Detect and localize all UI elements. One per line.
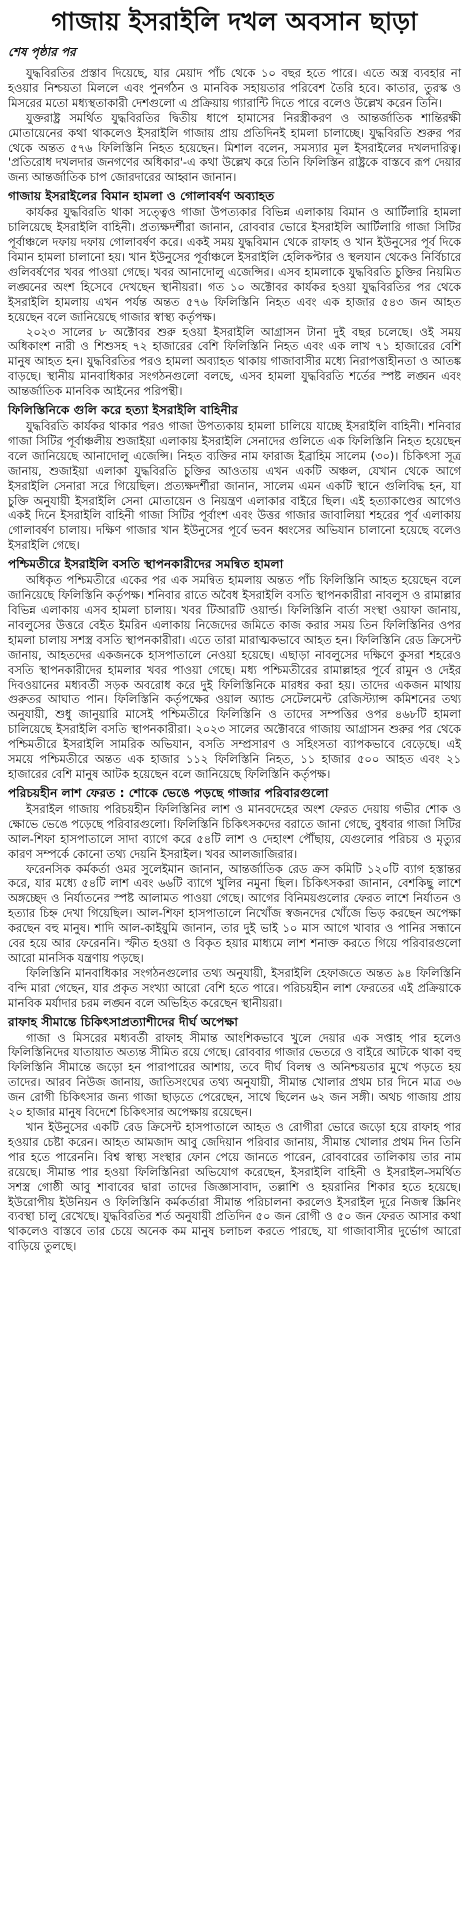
section-title-unidentified-bodies: পরিচয়হীন লাশ ফেরত : শোকে ভেঙে পড়ছে গাজার পরিবারগুলো — [8, 785, 329, 800]
section-title-shooting: ফিলিস্তিনিকে গুলি করে হত্যা ইসরাইলি বাহিনীর — [8, 403, 238, 418]
paragraph: খান ইউনুসের একটি রেড ক্রিসেন্ট হাসপাতালে আহত ও রোগীরা ভোরে জড়ো হয়ে রাফাহ পার হওয়ার চেষ্টা করেন। আহত আমজাদ আবু জেদিয়ান পরিবার জানায়, সীমান্ত খোলার প্রথম দিন তিনি পার হতে পারেননি। বিশ্ব স্বাস্থ্য সংস্থার ফোন পেয়ে জানতে পারেন, রোববারের তালিকায় তার নাম রয়েছে। সীমান্ত পার হওয়া ফিলিস্তিনিরা অভিযোগ করেছেন, ইসরাইলি বাহিনী ও ইসরাইল-সমর্থিত সশস্ত্র গোষ্ঠী আবু শাবাবের দ্বারা তাদের জিজ্ঞাসাবাদ, তল্লাশি ও হয়রানির শিকার হতে হয়েছে। ইউরোপীয় ইউনিয়ন ও ফিলিস্তিনি কর্মকর্তারা সীমান্ত পরিচালনা করলেও ইসরাইল দূরে নিজস্ব স্ক্রিনিং ব্যবস্থা চালু রেখেছে। যুদ্ধবিরতির শর্ত অনুযায়ী প্রতিদিন ৫০ জন রোগী ও ৫০ জন ফেরত আসার কথা থাকলেও বাস্তবে তার চেয়ে অনেক কম মানুষ চলাচল করতে পারছে, যা গাজাবাসীর দুর্ভোগ আরো বাড়িয়ে তুলছে। — [8, 1120, 461, 1254]
paragraph: অধিকৃত পশ্চিমতীরে একের পর এক সমন্বিত হামলায় অন্তত পাঁচ ফিলিস্তিনি আহত হয়েছেন বলে জানিয়েছে ফিলিস্তিনি কর্তৃপক্ষ। শনিবার রাতে অবৈধ ইসরাইলি বসতি স্থাপনকারীরা নাবলুস ও রামাল্লার বিভিন্ন এলাকায় এসব হামলা চালায়। খবর টিআরটি ওয়ার্ল্ড। ফিলিস্তিনি বার্তা সংস্থা ওয়াফা জানায়, নাবলুসের উত্তরে বেইত ইমরিন এলাকায় নিজেদের জমিতে কাজ করার সময় তিন ফিলিস্তিনির ওপর হামলা চালায় সশস্ত্র বসতি স্থাপনকারীরা। এতে তারা মারাত্মকভাবে আহত হন। ফিলিস্তিনি রেড ক্রিসেন্ট জানায়, আহতদের একজনকে হাসপাতালে নেওয়া হয়েছে। এছাড়া নাবলুসের দক্ষিণে কুসরা শহরেও বসতি স্থাপনকারীদের হামলার খবর পাওয়া গেছে। মধ্য পশ্চিমতীরের রামাল্লাহর পূর্বে রামুন ও দেইর দিবওয়ানের মধ্যবর্তী সড়ক অবরোধ করে দুই ফিলিস্তিনিকে মারধর করা হয়। তাদের একজন মাথায় গুরুতর আঘাত পান। ফিলিস্তিনি কর্তৃপক্ষের ওয়াল অ্যান্ড সেটেলমেন্ট রেজিস্ট্যান্স কমিশনের তথ্য অনুযায়ী, শুধু জানুয়ারি মাসেই পশ্চিমতীরে ফিলিস্তিনি ও তাদের সম্পত্তির ওপর ৪৬৮টি হামলা চালিয়েছে ইসরাইলি বসতি স্থাপনকারীরা। ২০২৩ সালের অক্টোবরে গাজায় আগ্রাসন শুরুর পর থেকে পশ্চিমতীরে ইসরাইলি সামরিক অভিযান, বসতি সম্প্রসারণ ও সহিংসতা ব্যাপকভাবে বেড়েছে। এই সময়ে পশ্চিমতীরে অন্তত এক হাজার ১১২ ফিলিস্তিনি নিহত, ১১ হাজার ৫০০ আহত এবং ২১ হাজারের বেশি মানুষ আটক হয়েছেন বলে জানিয়েছে ফিলিস্তিনি কর্তৃপক্ষ। — [8, 573, 461, 781]
paragraph: গাজা ও মিসরের মধ্যবর্তী রাফাহ সীমান্ত আংশিকভাবে খুলে দেয়ার এক সপ্তাহ পার হলেও ফিলিস্তিনিদের যাতায়াত অত্যন্ত সীমিত রয়ে গেছে। রোববার গাজার ভেতরে ও বাইরে আটকে থাকা বহু ফিলিস্তিনি সীমান্তে জড়ো হন পারাপারের আশায়, তবে দীর্ঘ বিলম্ব ও অনিশ্চয়তার মুখে পড়তে হয় তাদের। আরব নিউজ জানায়, জাতিসংঘের তথ্য অনুযায়ী, সীমান্ত খোলার প্রথম চার দিনে মাত্র ৩৬ জন রোগী চিকিৎসার জন্য গাজা ছাড়তে পেরেছেন, সাথে ছিলেন ৬২ জন সঙ্গী। অথচ গাজায় প্রায় ২০ হাজার মানুষ বিদেশে চিকিৎসার অপেক্ষায় রয়েছেন। — [8, 1030, 461, 1120]
headline: গাজায় ইসরাইলি দখল অবসান ছাড়া — [51, 7, 418, 36]
paragraph: ২০২৩ সালের ৮ অক্টোবর শুরু হওয়া ইসরাইলি আগ্রাসন টানা দুই বছর চলেছে। ওই সময় অধিকাংশ নারী ও শিশুসহ ৭২ হাজারের বেশি ফিলিস্তিনি নিহত এবং এক লাখ ৭১ হাজারের বেশি মানুষ আহত হন। যুদ্ধবিরতির পরও হামলা অব্যাহত থাকায় গাজাবাসীর মধ্যে নিরাপত্তাহীনতা ও আতঙ্ক বাড়ছে। স্থানীয় মানবাধিকার সংগঠনগুলো বলছে, এসব হামলা যুদ্ধবিরতি শর্তের স্পষ্ট লঙ্ঘন এবং আন্তর্জাতিক মানবিক আইনের পরিপন্থী। — [8, 324, 461, 399]
paragraph: যুদ্ধবিরতির প্রস্তাব দিয়েছে, যার মেয়াদ পাঁচ থেকে ১০ বছর হতে পারে। এতে অস্ত্র ব্যবহার না হওয়ার নিশ্চয়তা মিললে এবং পুনর্গঠন ও মানবিক সহায়তার পরিবেশ তৈরি হবে। কাতার, তুরস্ক ও মিসরের মতো মধ্যস্থতাকারী দেশগুলো এ প্রক্রিয়ায় গ্যারান্টি দিতে পারে বলেও উল্লেখ করেন তিনি। — [8, 66, 461, 110]
section-title-west-bank: পশ্চিমতীরে ইসরাইলি বসতি স্থাপনকারীদের সমন্বিত হামলা — [8, 557, 284, 572]
paragraph: কার্যকর যুদ্ধবিরতি থাকা সত্ত্বেও গাজা উপত্যকার বিভিন্ন এলাকায় বিমান ও আর্টিলারি হামলা চালিয়েছে ইসরাইলি বাহিনী। প্রত্যক্ষদর্শীরা জানান, রোববার ভোরে ইসরাইলি আর্টিলারি গাজা সিটির পূর্বাঞ্চলে দফায় দফায় গোলাবর্ষণ করে। একই সময় যুদ্ধবিমান থেকে রাফাহ ও খান ইউনুসের পূর্ব দিকে বিমান হামলা চালানো হয়। খান ইউনুসের পূর্বাঞ্চলে ইসরাইলি হেলিকপ্টার ও স্থলযান থেকেও নির্বিচারে গুলিবর্ষণের খবর পাওয়া গেছে। খবর আনাদোলু এজেন্সির। এসব হামলাকে যুদ্ধবিরতি চুক্তির নিয়মিত লঙ্ঘনের অংশ হিসেবে দেখছেন স্থানীয়রা। গত ১০ অক্টোবর কার্যকর হওয়া যুদ্ধবিরতির পর থেকে ইসরাইলি হামলায় এখন পর্যন্ত অন্তত ৫৭৬ ফিলিস্তিনি নিহত এবং এক হাজার ৫৪৩ জন আহত হয়েছেন বলে জানিয়েছে গাজার স্বাস্থ্য কর্তৃপক্ষ। — [8, 205, 461, 324]
paragraph: ফিলিস্তিনি মানবাধিকার সংগঠনগুলোর তথ্য অনুযায়ী, ইসরাইলি হেফাজতে অন্তত ৯৪ ফিলিস্তিনি বন্দি মারা গেছেন, যার প্রকৃত সংখ্যা আরো বেশি হতে পারে। পরিচয়হীন লাশ ফেরতের এই প্রক্রিয়াকে মানবিক মর্যাদার চরম লঙ্ঘন বলে অভিহিত করেছেন স্থানীয়রা। — [8, 965, 461, 1010]
continued-label: শেষ পৃষ্ঠার পর — [8, 45, 76, 59]
section-title-rafah: রাফাহ সীমান্তে চিকিৎসাপ্রত্যাশীদের দীর্ঘ অপেক্ষা — [8, 1014, 238, 1029]
paragraph: যুদ্ধবিরতি কার্যকর থাকার পরও গাজা উপত্যকায় হামলা চালিয়ে যাচ্ছে ইসরাইলি বাহিনী। শনিবার গাজা সিটির পূর্বাঞ্চলীয় শুজাইয়া এলাকায় ইসরাইলি সেনাদের গুলিতে এক ফিলিস্তিনি নিহত হয়েছেন বলে জানিয়েছে আনাদোলু এজেন্সি। নিহত ব্যক্তির নাম ফারাজ ইব্রাহিম সালেম (৩০)। চিকিৎসা সূত্র জানায়, শুজাইয়া এলাকা যুদ্ধবিরতি চুক্তির আওতায় এখন একটি অঞ্চল, যেখান থেকে আগে ইসরাইলি সেনারা সরে গিয়েছিল। প্রত্যক্ষদর্শীরা জানান, সালেম এমন একটি স্থানে গুলিবিদ্ধ হন, যা চুক্তি অনুযায়ী ইসরাইলি সেনা মোতায়েন ও নিয়ন্ত্রণ এলাকার বাইরে ছিল। এই হত্যাকাণ্ডের আগেও একই দিনে ইসরাইলি বাহিনী গাজা সিটির পূর্বাংশ এবং উত্তর গাজার জাবালিয়া শহরের পূর্ব এলাকায় গোলাবর্ষণ চালায়। দক্ষিণ গাজার খান ইউনুসের পূর্বে ভবন ধ্বংসের অভিযান চালানো হয়েছে বলেও ইসরাইলি গেছে। — [8, 419, 461, 553]
paragraph: যুক্তরাষ্ট্র সমর্থিত যুদ্ধবিরতির দ্বিতীয় ধাপে হামাসের নিরস্ত্রীকরণ ও আন্তর্জাতিক শান্তিরক্ষী মোতায়েনের কথা থাকলেও ইসরাইলি গাজায় প্রায় প্রতিদিনই হামলা চালাচ্ছে। যুদ্ধবিরতি শুরুর পর থেকে অন্তত ৫৭৬ ফিলিস্তিনি নিহত হয়েছেন। মিশাল বলেন, সমস্যার মূল ইসরাইলের দখলদারিত্ব। 'প্রতিরোধ দখলদার জনগণের অধিকার'-এ কথা উল্লেখ করে তিনি ফিলিস্তিন রাষ্ট্রকে বাস্তবে রূপ দেয়ার জন্য আন্তর্জাতিক চাপ জোরদারের আহ্বান জানান। — [8, 110, 461, 185]
section-title-airstrikes: গাজায় ইসরাইলের বিমান হামলা ও গোলাবর্ষণ অব্যাহত — [8, 189, 275, 204]
paragraph: ইসরাইল গাজায় পরিচয়হীন ফিলিস্তিনির লাশ ও মানবদেহের অংশ ফেরত দেয়ায় গভীর শোক ও ক্ষোভে ভেঙে পড়েছে পরিবারগুলো। ফিলিস্তিনি চিকিৎসকদের বরাতে জানা গেছে, বুধবার গাজা সিটির আল-শিফা হাসপাতালে সাদা ব্যাগে করে ৫৪টি লাশ ও দেহাংশ পৌঁছায়, যেগুলোর পরিচয় ও মৃত্যুর কারণ সম্পর্কে কোনো তথ্য দেয়নি ইসরাইল। খবর আলজাজিরার। — [8, 801, 461, 861]
paragraph: ফরেনসিক কর্মকর্তা ওমর সুলেইমান জানান, আন্তর্জাতিক রেড ক্রস কমিটি ১২০টি ব্যাগ হস্তান্তর করে, যার মধ্যে ৫৪টি লাশ এবং ৬৬টি ব্যাগে খুলির নমুনা ছিল। চিকিৎসকরা জানান, বেশকিছু লাশে অঙ্গচ্ছেদ ও নির্যাতনের স্পষ্ট আলামত পাওয়া গেছে। আগের বিনিময়গুলোর ফেরত লাশে নির্যাতন ও হত্যার চিহ্ন দেখা গিয়েছিল। আল-শিফা হাসপাতালে নিখোঁজ স্বজনদের খোঁজে ভিড় করছেন অপেক্ষা করছেন বহু মানুষ। শাদি আল-কাইয়ুমি জানান, তার দুই ভাই ১০ মাস আগে খাবার ও পানির সন্ধানে বের হয়ে আর ফেরেননি। স্ফীত হওয়া ও বিকৃত হয়ার মাধ্যমে লাশ শনাক্ত করতে গিয়ে পরিবারগুলো আরো মানসিক যন্ত্রণায় পড়ছে। — [8, 861, 461, 965]
